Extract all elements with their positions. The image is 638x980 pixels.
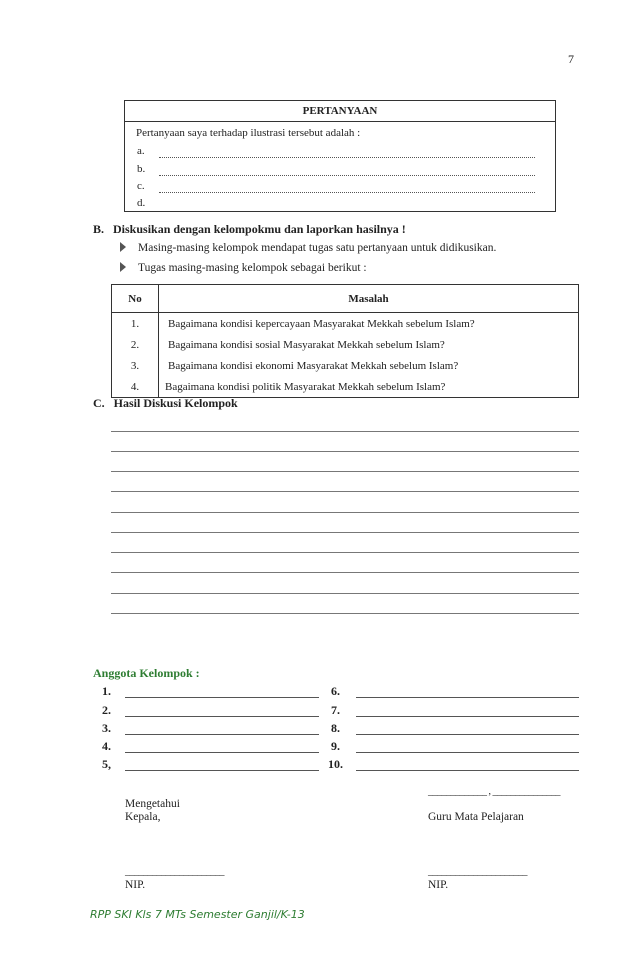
table-header-row (112, 285, 579, 313)
section-b-bullet-1: Masing-masing kelompok mendapat tugas satu pertanyaan untuk didikusikan. (120, 242, 496, 254)
footer-text: RPP SKI Kls 7 MTs Semester Ganjil/K-13 (90, 908, 305, 921)
writing-line[interactable] (111, 491, 579, 492)
mengetahui-label: Mengetahui (125, 798, 180, 810)
signature-line-right[interactable]: ______________________ (428, 866, 527, 877)
member-name-field[interactable] (356, 734, 579, 735)
arrow-bullet-icon (120, 242, 126, 252)
writing-line[interactable] (111, 431, 579, 432)
pertanyaan-item-d: d. (137, 197, 146, 209)
section-c-title: C. Hasil Diskusi Kelompok (93, 396, 238, 410)
member-name-field[interactable] (125, 752, 319, 753)
member-number: 1. (102, 684, 111, 698)
member-number: 3. (102, 721, 111, 735)
pertanyaan-item-a: a. (137, 145, 145, 157)
member-name-field[interactable] (356, 752, 579, 753)
writing-line[interactable] (111, 532, 579, 533)
writing-line[interactable] (111, 552, 579, 553)
table-header-no: No (112, 285, 159, 313)
pertanyaan-header: PERTANYAAN (125, 101, 555, 122)
pertanyaan-item-b: b. (137, 163, 146, 175)
member-number: 5, (102, 757, 111, 771)
member-name-field[interactable] (356, 697, 579, 698)
signature-line-left[interactable]: ______________________ (125, 866, 224, 877)
arrow-bullet-icon (120, 262, 126, 272)
member-name-field[interactable] (356, 770, 579, 771)
member-number: 2. (102, 703, 111, 717)
writing-line[interactable] (111, 451, 579, 452)
masalah-table (111, 284, 579, 398)
member-number: 8. (331, 721, 340, 735)
page-number: 7 (568, 52, 574, 66)
nip-left-label: NIP. (125, 879, 146, 891)
member-number: 10. (328, 757, 343, 771)
row-number: 4. (112, 376, 159, 398)
row-masalah: Bagaimana kondisi politik Masyarakat Mekkah sebelum Islam? (159, 376, 579, 398)
member-number: 6. (331, 684, 340, 698)
row-masalah: Bagaimana kondisi kepercayaan Masyarakat Mekkah sebelum Islam? (159, 313, 579, 335)
table-row (112, 313, 579, 335)
table-header-masalah: Masalah (159, 285, 579, 313)
table-row (112, 355, 579, 376)
kepala-label: Kepala, (125, 811, 161, 823)
date-line[interactable]: _____________ , _______________ (428, 786, 560, 797)
member-name-field[interactable] (125, 716, 319, 717)
member-name-field[interactable] (356, 716, 579, 717)
section-b-bullet-2: Tugas masing-masing kelompok sebagai berikut : (120, 262, 367, 274)
answer-line-a[interactable] (159, 157, 535, 158)
nip-right-label: NIP. (428, 879, 449, 891)
row-masalah: Bagaimana kondisi sosial Masyarakat Mekkah sebelum Islam? (159, 334, 579, 355)
member-number: 4. (102, 739, 111, 753)
row-number: 1. (112, 313, 159, 335)
answer-line-c[interactable] (159, 192, 535, 193)
writing-line[interactable] (111, 471, 579, 472)
writing-line[interactable] (111, 593, 579, 594)
member-name-field[interactable] (125, 697, 319, 698)
writing-line[interactable] (111, 572, 579, 573)
row-masalah: Bagaimana kondisi ekonomi Masyarakat Mekkah sebelum Islam? (159, 355, 579, 376)
row-number: 2. (112, 334, 159, 355)
section-b-title: B. Diskusikan dengan kelompokmu dan laporkan hasilnya ! (93, 222, 406, 236)
guru-label: Guru Mata Pelajaran (428, 811, 524, 823)
row-number: 3. (112, 355, 159, 376)
member-name-field[interactable] (125, 770, 319, 771)
member-name-field[interactable] (125, 734, 319, 735)
member-number: 7. (331, 703, 340, 717)
table-row (112, 376, 579, 398)
member-number: 9. (331, 739, 340, 753)
writing-line[interactable] (111, 613, 579, 614)
anggota-title: Anggota Kelompok : (93, 666, 200, 680)
pertanyaan-item-c: c. (137, 180, 145, 192)
table-row (112, 334, 579, 355)
answer-line-b[interactable] (159, 175, 535, 176)
pertanyaan-intro: Pertanyaan saya terhadap ilustrasi tersebut adalah : (136, 127, 361, 139)
writing-line[interactable] (111, 512, 579, 513)
pertanyaan-box (124, 100, 556, 212)
